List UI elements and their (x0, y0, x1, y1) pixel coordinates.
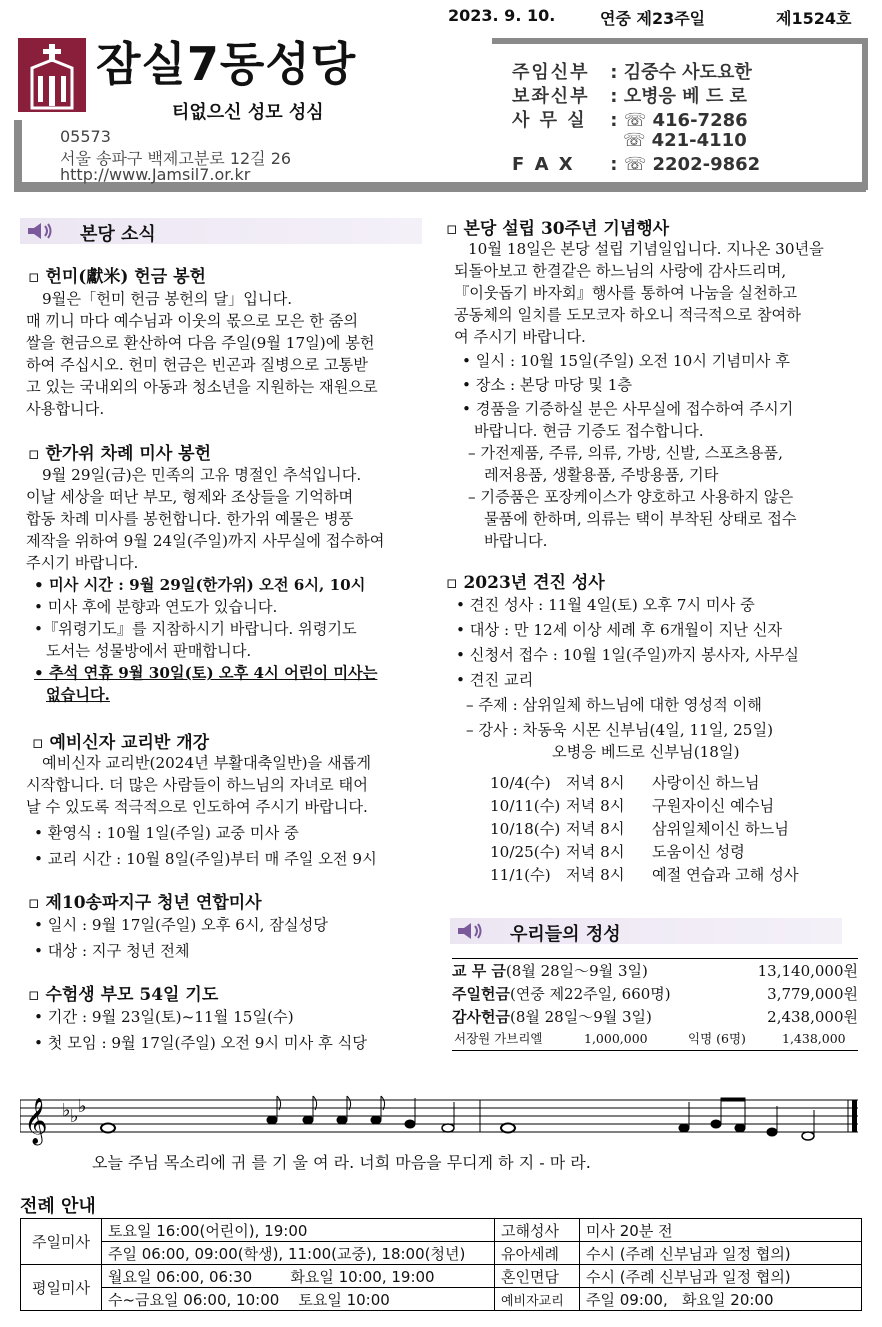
issue-line (440, 6, 870, 30)
issue-number: 제1524호 (776, 9, 852, 28)
svg-text:♭: ♭ (62, 1100, 71, 1121)
liturgy-value: 주일 09:00, 화요일 20:00 (580, 1288, 862, 1311)
s2-title: ▫ 한가위 차례 미사 봉헌 (28, 444, 212, 464)
staff-pastor: 주임신부 : 김중수 사도요한 (512, 62, 752, 83)
r2-title: ▫ 2023년 견진 성사 (446, 573, 605, 593)
s1-title: ▫ 헌미(獻米) 헌금 봉헌 (28, 267, 206, 287)
svg-text:𝄞: 𝄞 (24, 1098, 48, 1144)
speaker-icon (456, 921, 484, 941)
schedule-row: 10/4(수) 저녁 8시 사랑이신 하느님 (490, 774, 760, 792)
s3-body: 예비신자 교리반(2024년 부활대축일반)을 새롭게 시작합니다. 더 많은 사람들이 하느님의 자녀로 태어 날 수 있도록 적극적으로 인도하여 주시기 바랍니다. • 환영식 : 10월 1일(주일) 교중 미사 중 • 교리 시간 : 10월 8일(주일)부터 매 주일 오전 9시 (26, 754, 377, 868)
staff-office-2: ☏ 421-4110 (622, 130, 747, 151)
schedule-row: 10/11(수) 저녁 8시 구원자이신 예수님 (490, 797, 775, 815)
speaker-icon (26, 221, 54, 241)
schedule-row: 11/1(수) 저녁 8시 예절 연습과 고해 성사 (490, 866, 799, 884)
offer-row: 감사헌금(8월 28일～9월 3일) 2,438,000원 (452, 1008, 858, 1026)
section-title: 우리들의 정성 (510, 924, 621, 945)
parish-motto: 티없으신 성모 성심 (172, 102, 324, 123)
staff-fax: F A X : ☏ 2202-9862 (512, 154, 761, 175)
header-left-rule (14, 120, 22, 188)
offer-small-row: 서장원 가브리엘 1,000,000 익명 (6명) 1,438,000 (454, 1031, 846, 1046)
section-parish-news (20, 218, 422, 244)
liturgy-table (20, 1218, 862, 1311)
svg-text:♭: ♭ (70, 1106, 79, 1127)
weekday-mass-1: 월요일 06:00, 06:30 화요일 10:00, 19:00 (102, 1265, 495, 1288)
svg-text:♭: ♭ (78, 1096, 87, 1117)
s5-body: • 기간 : 9월 23일(토)~11월 15일(수) • 첫 모임 : 9월 17일(주일) 오전 9시 미사 후 식당 (34, 1008, 367, 1052)
hymn-lyrics: 오늘 주님 목소리에 귀 를 기 울 여 라. 너희 마음을 무디게 하 지 - 마 라. (92, 1153, 591, 1172)
s1-body: 9월은「헌미 헌금 봉헌의 달」입니다. 매 끼니 마다 예수님과 이웃의 몫으로 모은 한 줌의 쌀을 현금으로 환산하여 다음 주일(9월 17일)에 봉헌 하여 주십시오. 헌미 헌금은 빈곤과 질병으로 고통받 고 있는 국내외의 아동과 청소년을 지원하는 재원으로 사용합니다. (26, 290, 378, 418)
issue-season: 연중 제23주일 (600, 9, 706, 28)
liturgy-key: 예비자교리 (495, 1288, 580, 1311)
r1-title: ▫ 본당 설립 30주년 기념행사 (446, 219, 670, 239)
section-title: 본당 소식 (80, 224, 156, 245)
staff-assistant: 보좌신부 : 오병응 베 드 로 (512, 86, 747, 107)
church-logo-icon (18, 38, 86, 112)
r2-schedule (490, 772, 870, 887)
s5-title: ▫ 수험생 부모 54일 기도 (28, 985, 219, 1005)
r2-body: • 견진 성사 : 11월 4일(토) 오후 7시 미사 중 • 대상 : 만 12세 이상 세례 후 6개월이 지난 신자 • 신청서 접수 : 10월 1일(주일)까지 봉사자, 사무실 • 견진 교리 – 주제 : 삼위일체 하느님에 대한 영성적 이해 – 강사 : 차동욱 시몬 신부님(4일, 11일, 25일) 오병응 베드로 신부님(18일) (456, 596, 799, 761)
staff-office: 사 무 실 : ☏ 416-7286 (512, 110, 748, 131)
sunday-mass-label: 주일미사 (21, 1219, 102, 1265)
weekday-mass-2: 수~금요일 06:00, 10:00 토요일 10:00 (102, 1288, 495, 1311)
liturgy-key: 고해성사 (495, 1219, 580, 1242)
weekday-mass-label: 평일미사 (21, 1265, 102, 1311)
liturgy-key: 혼인면담 (495, 1265, 580, 1288)
schedule-row: 10/25(수) 저녁 8시 도움이신 성령 (490, 843, 745, 861)
parish-name: 잠실7동성당 (96, 37, 357, 91)
liturgy-value: 수시 (주례 신부님과 일정 협의) (580, 1242, 862, 1265)
schedule-row: 10/18(수) 저녁 8시 삼위일체이신 하느님 (490, 820, 789, 838)
liturgy-title: 전례 안내 (20, 1196, 96, 1217)
issue-date: 2023. 9. 10. (448, 6, 556, 25)
offer-row: 교 무 금(8월 28일～9월 3일) 13,140,000원 (452, 962, 858, 980)
liturgy-value: 미사 20분 전 (580, 1219, 862, 1242)
offer-row: 주일헌금(연중 제22주일, 660명) 3,779,000원 (452, 985, 858, 1003)
section-offerings (450, 918, 842, 944)
website-link[interactable]: http://www.Jamsil7.or.kr (60, 165, 251, 184)
liturgy-value: 수시 (주례 신부님과 일정 협의) (580, 1265, 862, 1288)
r1-body: 10월 18일은 본당 설립 기념일입니다. 지나온 30년을 되돌아보고 한결같은 하느님의 사랑에 감사드리며, 『이웃돕기 바자회』행사를 통하여 나눔을 실천하고 공동체의 일치를 도모코자 하오니 적극적으로 참여하 여 주시기 바랍니다. • 일시 : 10월 15일(주일) 오전 10시 기념미사 후 • 장소 : 본당 마당 및 1층 • 경품을 기증하실 분은 사무실에 접수하여 주시기 바랍니다. 현금 기증도 접수합니다. – 가전제품, 주류, 의류, 가방, 신발, 스포츠용품, 레저용품, 생활용품, 주방용품, 기타 – 기증품은 포장케이스가 양호하고 사용하지 않은 물품에 한하며, 의류는 택이 부착된 상태로 접수 바랍니다. (454, 240, 824, 550)
address: 서울 송파구 백제고분로 12길 26 (60, 149, 292, 168)
sunday-mass-2: 주일 06:00, 09:00(학생), 11:00(교중), 18:00(청년) (102, 1242, 495, 1265)
s2-body: 9월 29일(금)은 민족의 고유 명절인 추석입니다. 이날 세상을 떠난 부모, 형제와 조상들을 기억하며 합동 차례 미사를 봉헌합니다. 한가위 예물은 병풍 제작을 위하여 9월 24일(주일)까지 사무실에 접수하여 주시기 바랍니다. • 미사 시간 : 9월 29일(한가위) 오전 6시, 10시 • 미사 후에 분향과 연도가 있습니다. •『위령기도』를 지참하시기 바랍니다. 위령기도 도서는 성물방에서 판매합니다. • 추석 연휴 9월 30일(토) 오후 4시 어린이 미사는 없습니다. (26, 466, 385, 704)
s4-title: ▫ 제10송파지구 청년 연합미사 (28, 893, 262, 913)
liturgy-key: 유아세례 (495, 1242, 580, 1265)
s4-body: • 일시 : 9월 17일(주일) 오후 6시, 잠실성당 • 대상 : 지구 청년 전체 (34, 916, 328, 960)
zip-code: 05573 (60, 127, 111, 146)
sunday-mass-1: 토요일 16:00(어린이), 19:00 (102, 1219, 495, 1242)
offerings-table (452, 958, 858, 1051)
s3-title: ▫ 예비신자 교리반 개강 (32, 733, 210, 753)
